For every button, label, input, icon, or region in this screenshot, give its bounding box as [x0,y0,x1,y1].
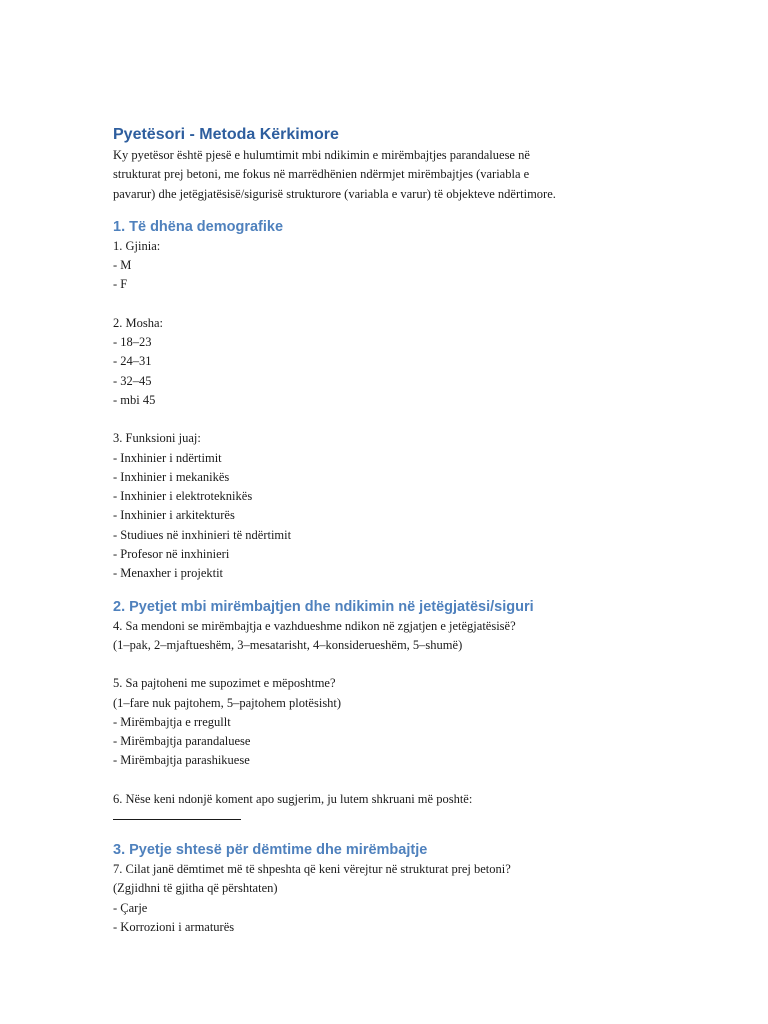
option: - F [113,277,128,292]
section-2-heading: 2. Pyetjet mbi mirëmbajtjen dhe ndikimin në jetëgjatësi/siguri [113,598,534,615]
question-2 [113,314,673,410]
option: - mbi 45 [113,392,156,407]
section-1-heading: 1. Të dhëna demografike [113,218,284,235]
option: - M [113,258,132,273]
question-label: 2. Mosha: [113,315,163,330]
rating-scale: (1–pak, 2–mjaftueshëm, 3–mesatarisht, 4–konsiderueshëm, 5–shumë) [113,637,463,652]
option: - Studiues në inxhinieri të ndërtimit [113,527,292,542]
option: - Menaxher i projektit [113,566,224,581]
answer-line[interactable] [113,819,241,820]
question-label: 1. Gjinia: [113,238,161,253]
option: - 18–23 [113,335,152,350]
intro-line: strukturat prej betoni, me fokus në marrëdhënien ndërmjet mirëmbajtjes (variabla e [113,167,530,182]
option: - Korrozioni i armaturës [113,919,235,934]
option: - Mirëmbajtja e rregullt [113,714,231,729]
document-title: Pyetësori - Metoda Kërkimore [113,126,339,143]
section-3-heading: 3. Pyetje shtesë për dëmtime dhe mirëmbajtje [113,842,428,859]
question-label: 7. Cilat janë dëmtimet më të shpeshta që keni vërejtur në strukturat prej betoni? [113,862,511,877]
question-3 [113,429,673,583]
question-7 [113,860,673,937]
question-label: 6. Nëse keni ndonjë koment apo sugjerim, ju lutem shkruani më poshtë: [113,791,473,806]
option: - Inxhinier i ndërtimit [113,450,222,465]
option: - Profesor në inxhinieri [113,547,230,562]
option: - 24–31 [113,354,152,369]
option: - Çarje [113,900,148,915]
option: - Mirëmbajtja parandaluese [113,734,251,749]
question-label: 4. Sa mendoni se mirëmbajtja e vazhdueshme ndikon në zgjatjen e jetëgjatësisë? [113,618,516,633]
option: - Inxhinier i elektroteknikës [113,489,253,504]
question-label: 5. Sa pajtoheni me supozimet e mëposhtme? [113,676,336,691]
question-1 [113,237,673,295]
option: - Mirëmbajtja parashikuese [113,753,250,768]
question-label: 3. Funksioni juaj: [113,431,201,446]
intro-paragraph [113,146,673,204]
rating-scale: (1–fare nuk pajtohem, 5–pajtohem plotësisht) [113,695,342,710]
question-5 [113,674,673,770]
document-page [113,124,673,937]
question-4 [113,617,673,656]
intro-line: pavarur) dhe jetëgjatësisë/sigurisë strukturore (variabla e varur) të objekteve ndërtimore. [113,186,556,201]
question-hint: (Zgjidhni të gjitha që përshtaten) [113,881,278,896]
option: - 32–45 [113,373,152,388]
intro-line: Ky pyetësor është pjesë e hulumtimit mbi ndikimin e mirëmbajtjes parandaluese në [113,148,530,162]
option: - Inxhinier i mekanikës [113,469,230,484]
option: - Inxhinier i arkitekturës [113,508,235,523]
question-6 [113,790,673,820]
